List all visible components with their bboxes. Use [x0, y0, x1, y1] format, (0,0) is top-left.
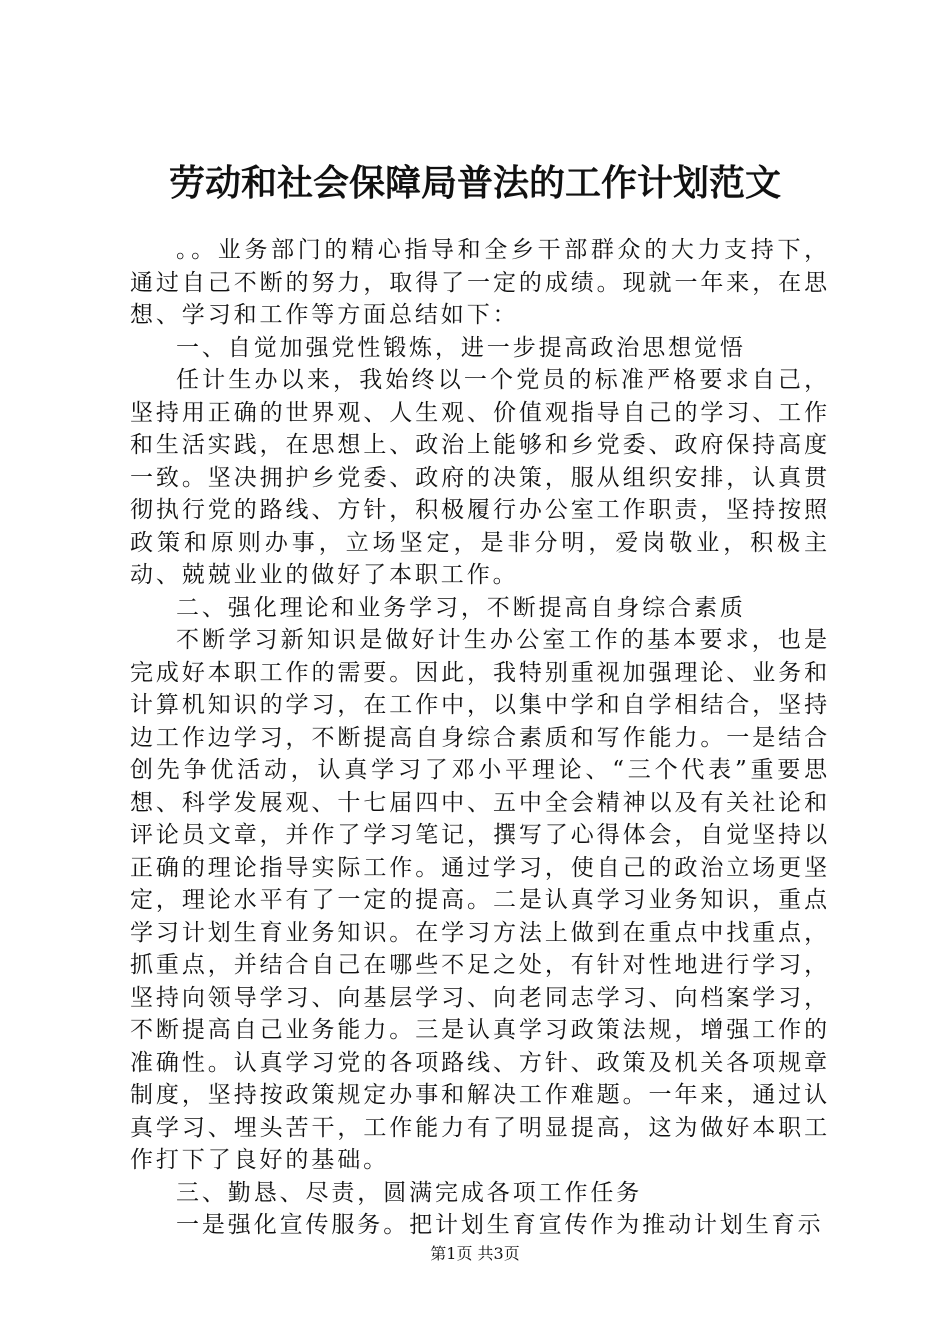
section-heading: 二、强化理论和业务学习，不断提高自身综合素质 [176, 594, 746, 621]
paragraph: 不断学习新知识是做好计生办公室工作的基本要求，也是完成好本职工作的需要。因此，我特别重视加强理论、业务和计算机知识的学习，在工作中，以集中学和自学相结合，坚持边工作边学习，不断提高自身综合素质和写作能力。一是结合创先争优活动，认真学习了邓小平理论、“三个代表”重要思想、科学发展观、十七届四中、五中全会精神以及有关社论和评论员文章，并作了学习笔记，撰写了心得体会，自觉坚持以正确的理论指导实际工作。通过学习，使自己的政治立场更坚定，理论水平有了一定的提高。二是认真学习业务知识，重点学习计划生育业务知识。在学习方法上做到在重点中找重点，抓重点，并结合自己在哪些不足之处，有针对性地进行学习，坚持向领导学习、向基层学习、向老同志学习、向档案学习，不断提高自己业务能力。三是认真学习政策法规，增强工作的准确性。认真学习党的各项路线、方针、政策及机关各项规章制度，坚持按政策规定办事和解决工作难题。一年来，通过认真学习、埋头苦干，工作能力有了明显提高，这为做好本职工作打下了良好的基础。 [130, 627, 830, 1173]
paragraph: 任计生办以来，我始终以一个党员的标准严格要求自己，坚持用正确的世界观、人生观、价值观指导自己的学习、工作和生活实践，在思想上、政治上能够和乡党委、政府保持高度一致。坚决拥护乡党委、政府的决策，服从组织安排，认真贯彻执行党的路线、方针，积极履行办公室工作职责，坚持按照政策和原则办事，立场坚定，是非分明，爱岗敬业，积极主动、兢兢业业的做好了本职工作。 [130, 367, 830, 588]
document-title: 劳动和社会保障局普法的工作计划范文 [168, 162, 781, 204]
paragraph: 。。业务部门的精心指导和全乡干部群众的大力支持下，通过自己不断的努力，取得了一定的成绩。现就一年来，在思想、学习和工作等方面总结如下： [130, 237, 830, 328]
section-heading: 一、自觉加强党性锻炼，进一步提高政治思想觉悟 [176, 334, 746, 361]
section-heading: 三、勤恳、尽责，圆满完成各项工作任务 [176, 1179, 643, 1206]
page-footer: 第1页 共3页 [430, 1244, 520, 1263]
paragraph: 一是强化宣传服务。把计划生育宣传作为推动计划生育示 [176, 1212, 824, 1238]
document-body [130, 234, 830, 1242]
